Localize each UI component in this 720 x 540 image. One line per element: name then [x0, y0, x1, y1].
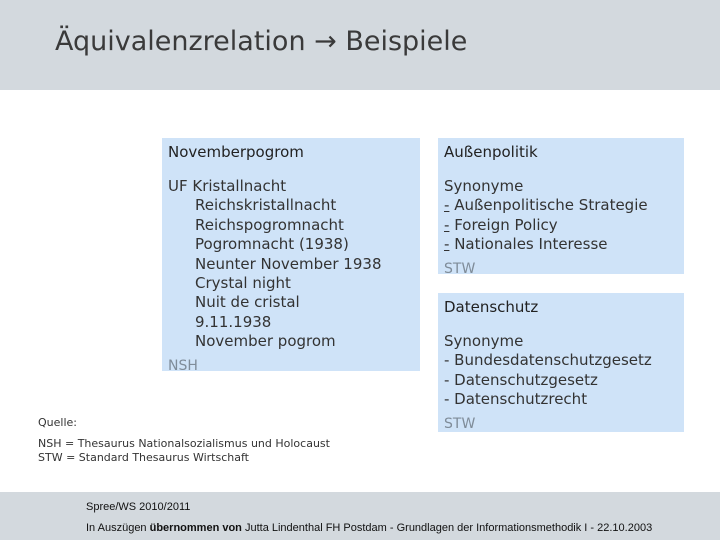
term: [444, 196, 678, 215]
source-legend: [38, 437, 330, 465]
term: 9.11.1938: [195, 312, 272, 331]
term: Reichspogromnacht: [195, 215, 344, 234]
term-text: Außenpolitische Strategie: [454, 196, 648, 215]
box-novemberpogrom: [162, 138, 420, 374]
dash: -: [444, 235, 450, 254]
box-aussenpolitik: [438, 138, 684, 277]
term: [444, 235, 678, 254]
dash: -: [444, 215, 450, 234]
source-label: STW: [444, 260, 476, 277]
term: [444, 216, 678, 235]
term-text: Foreign Policy: [454, 215, 558, 234]
synonym-label: Synonyme: [444, 332, 524, 350]
footer-credit: [86, 522, 652, 534]
term: November pogrom: [195, 332, 336, 351]
term: Crystal night: [195, 274, 291, 293]
page-title: Äquivalenzrelation → Beispiele: [55, 26, 468, 57]
box-heading: Novemberpogrom: [168, 143, 304, 161]
credit-bold: übernommen von: [149, 522, 242, 534]
legend-line: NSH = Thesaurus Nationalsozialismus und Holocaust: [38, 437, 330, 450]
term: Neunter November 1938: [195, 254, 382, 273]
credit-suffix: Jutta Lindenthal FH Postdam - Grundlagen der Informationsmethodik I - 22.10.2003: [241, 522, 653, 534]
dash: -: [444, 196, 450, 215]
footer-course: Spree/WS 2010/2011: [86, 501, 191, 513]
box-heading: Datenschutz: [444, 298, 539, 316]
credit-prefix: In Auszügen: [86, 522, 150, 534]
term: Reichskristallnacht: [195, 196, 337, 215]
source-label: NSH: [168, 357, 198, 374]
term: Pogromnacht (1938): [195, 235, 349, 254]
box-heading: Außenpolitik: [444, 143, 538, 161]
legend-line: STW = Standard Thesaurus Wirtschaft: [38, 451, 249, 464]
term: - Datenschutzgesetz: [444, 370, 598, 389]
term-text: Nationales Interesse: [454, 235, 608, 254]
synonym-label: Synonyme: [444, 177, 524, 195]
uf-line: UF Kristallnacht: [168, 177, 287, 195]
box-datenschutz: [438, 293, 684, 432]
source-label: STW: [444, 415, 476, 432]
term: - Datenschutzrecht: [444, 390, 588, 409]
quelle-label: Quelle:: [38, 416, 77, 429]
term: - Bundesdatenschutzgesetz: [444, 351, 652, 370]
term: Nuit de cristal: [195, 293, 300, 312]
